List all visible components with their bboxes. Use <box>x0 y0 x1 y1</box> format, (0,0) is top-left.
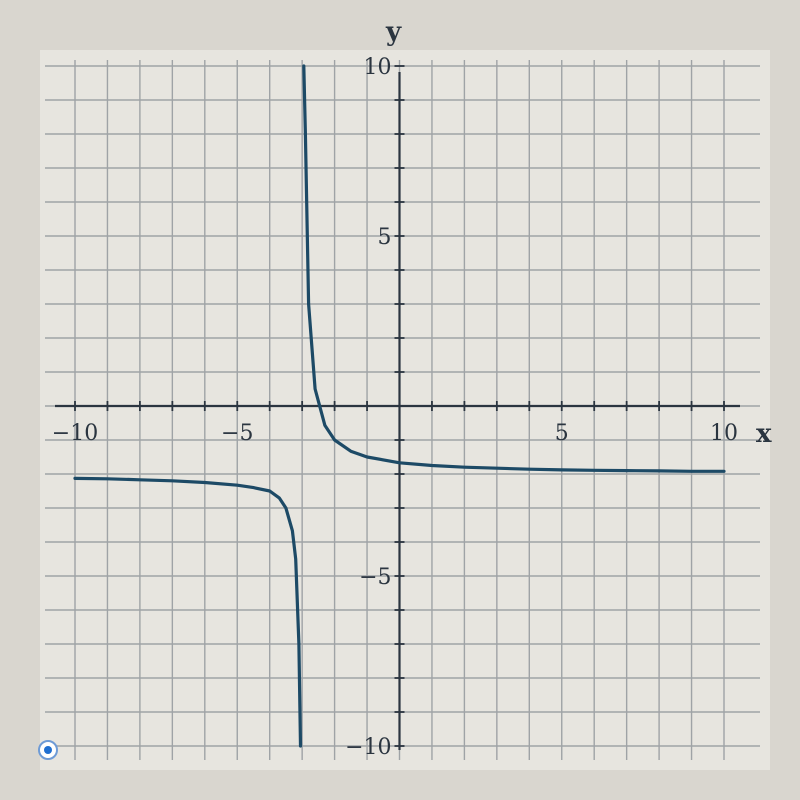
y-tick-label: 10 <box>363 55 392 80</box>
y-axis-label: y <box>386 17 402 47</box>
y-tick-label: 5 <box>377 225 392 250</box>
answer-radio-button[interactable] <box>38 740 58 760</box>
x-axis-label: x <box>756 419 772 449</box>
x-tick-label: −5 <box>221 421 254 446</box>
y-tick-label: −10 <box>345 735 392 760</box>
x-tick-label: 5 <box>554 421 569 446</box>
y-tick-label: −5 <box>359 565 392 590</box>
x-tick-label: −10 <box>51 421 99 446</box>
plot-background <box>40 50 770 770</box>
x-tick-label: 10 <box>710 421 738 446</box>
